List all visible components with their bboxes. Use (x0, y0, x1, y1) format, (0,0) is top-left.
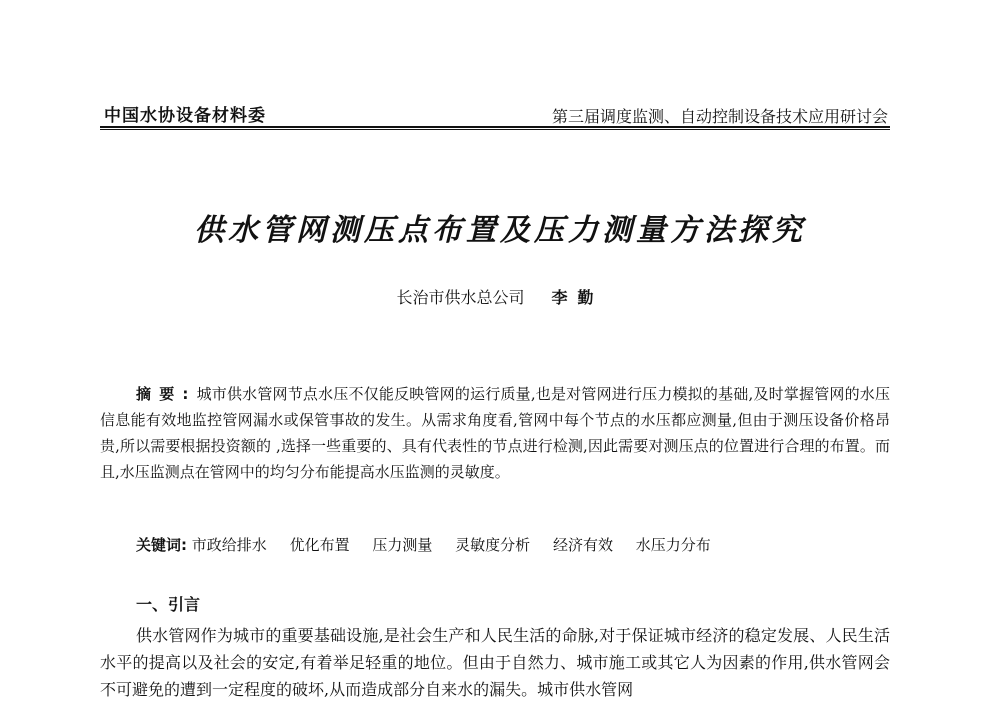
body-paragraph: 供水管网作为城市的重要基础设施,是社会生产和人民生活的命脉,对于保证城市经济的稳定发展、人民生活水平的提高以及社会的安定,有着举足轻重的地位。但由于自然力、城市施工或其它人为因素的作用,供水管网会不可避免的遭到一定程度的破坏,从而造成部分自来水的漏失。城市供水管网 (100, 626, 890, 699)
keywords (136, 533, 896, 557)
header-rule (100, 126, 890, 130)
keyword: 压力测量 (372, 536, 433, 554)
abstract-label: 摘要: (136, 385, 197, 403)
section-heading: 一、引言 (136, 595, 201, 614)
keyword: 优化布置 (289, 536, 350, 554)
header-organization: 中国水协设备材料委 (104, 106, 266, 126)
keyword: 灵敏度分析 (455, 536, 531, 554)
author-affiliation: 长治市供水总公司 (396, 288, 525, 307)
keywords-label: 关键词: (136, 536, 187, 554)
author-name: 李勤 (551, 288, 604, 307)
abstract-text: 城市供水管网节点水压不仅能反映管网的运行质量,也是对管网进行压力模拟的基础,及时掌握管网的水压信息能有效地监控管网漏水或保管事故的发生。从需求角度看,管网中每个节点的水压都应测量,但由于测压设备价格昂贵,所以需要根据投资额的 ,选择一些重要的、具有代表性的节点进行检测,因此需要对测压点的位置进行合理的布置。而且,水压监测点在管网中的均匀分布能提高水压监测的灵敏度。 (100, 385, 890, 481)
header-conference: 第三届调度监测、自动控制设备技术应用研讨会 (551, 107, 888, 126)
keyword: 水压力分布 (635, 536, 711, 554)
abstract (100, 381, 890, 485)
paper-title: 供水管网测压点布置及压力测量方法探究 (194, 213, 806, 248)
keyword: 市政给排水 (191, 536, 267, 554)
byline (0, 285, 1000, 308)
keyword: 经济有效 (552, 536, 613, 554)
